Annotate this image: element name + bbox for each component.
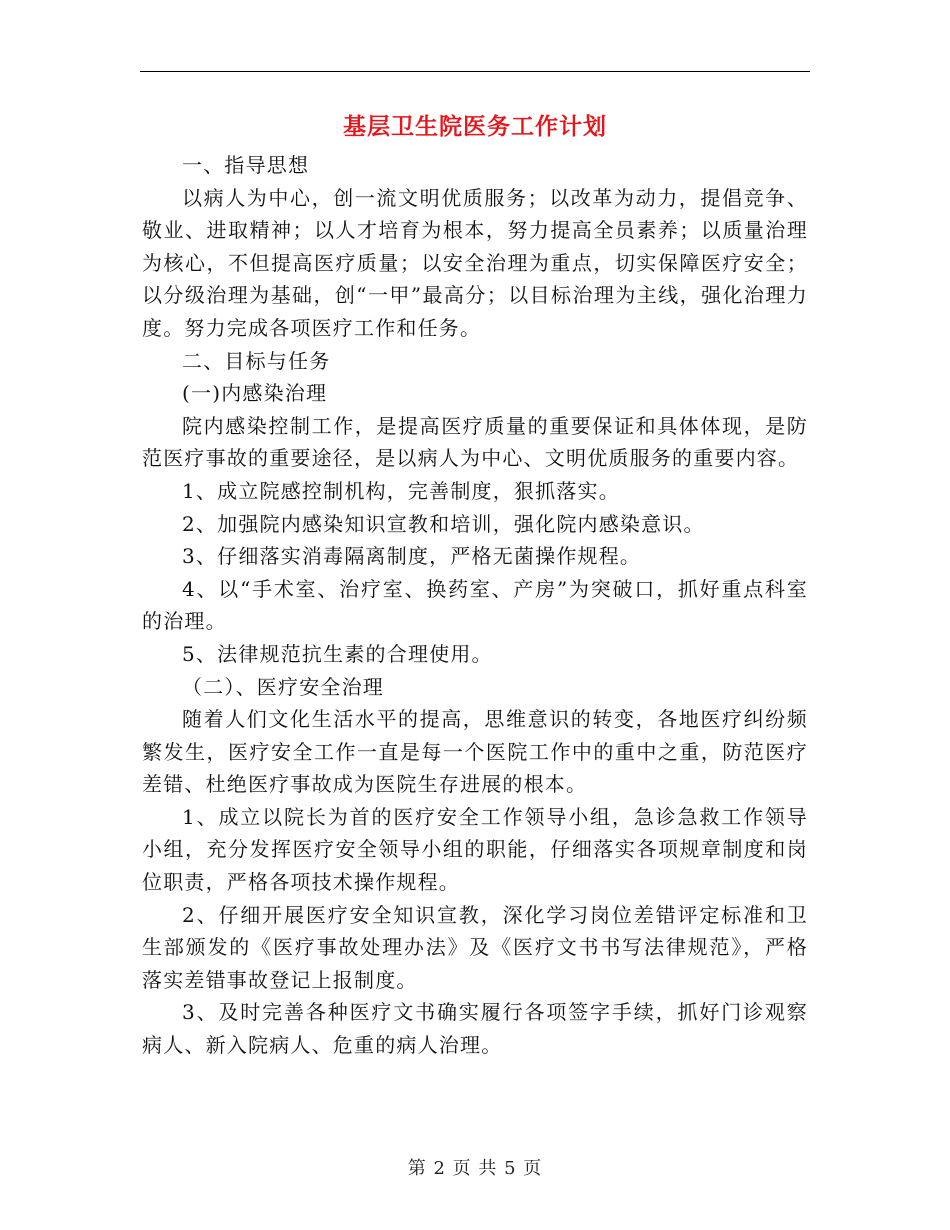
body-paragraph: 随着人们文化生活水平的提高，思维意识的转变，各地医疗纠纷频繁发生，医疗安全工作一直是每一个医院工作中的重中之重，防范医疗差错、杜绝医疗事故成为医院生存进展的根本。 [142,707,808,797]
list-item: 3、及时完善各种医疗文书确实履行各项签字手续，抓好门诊观察病人、新入院病人、危重的病人治理。 [142,1000,808,1058]
list-item: 1、成立院感控制机构，完善制度，狠抓落实。 [182,478,620,503]
list-item: 1、成立以院长为首的医疗安全工作领导小组，急诊急救工作领导小组，充分发挥医疗安全领导小组的职能，仔细落实各项规章制度和岗位职责，严格各项技术操作规程。 [142,804,808,895]
section-heading: 二、目标与任务 [182,348,331,373]
body-paragraph: 院内感染控制工作，是提高医疗质量的重要保证和具体体现，是防范医疗事故的重要途径，是以病人为中心、文明优质服务的重要内容。 [142,413,808,471]
list-item: 5、法律规范抗生素的合理使用。 [182,641,493,666]
list-item: 2、加强院内感染知识宣教和培训，强化院内感染意识。 [182,511,705,536]
page-number: 第 2 页 共 5 页 [407,1158,543,1179]
document-title: 基层卫生院医务工作计划 [343,114,607,140]
section-heading: 一、指导思想 [182,153,310,177]
body-paragraph: 以病人为中心，创一流文明优质服务；以改革为动力，提倡竞争、敬业、进取精神；以人才培育为根本，努力提高全员素养；以质量治理为核心，不但提高医疗质量；以安全治理为重点，切实保障医疗安全；以分级治理为基础，创“一甲”最高分；以目标治理为主线，强化治理力度。努力完成各项医疗工作和任务。 [142,185,808,340]
subsection-heading: (一)内感染治理 [182,381,328,406]
subsection-heading: （二）、医疗安全治理 [182,674,384,699]
document-body [142,149,808,1062]
list-item: 2、仔细开展医疗安全知识宣教，深化学习岗位差错评定标准和卫生部颁发的《医疗事故处理办法》及《医疗文书书写法律规范》，严格落实差错事故登记上报制度。 [142,902,808,992]
header-rule [140,71,810,72]
list-item: 4、以“手术室、治疗室、换药室、产房”为突破口，抓好重点科室的治理。 [142,576,808,634]
list-item: 3、仔细落实消毒隔离制度，严格无菌操作规程。 [182,544,642,569]
